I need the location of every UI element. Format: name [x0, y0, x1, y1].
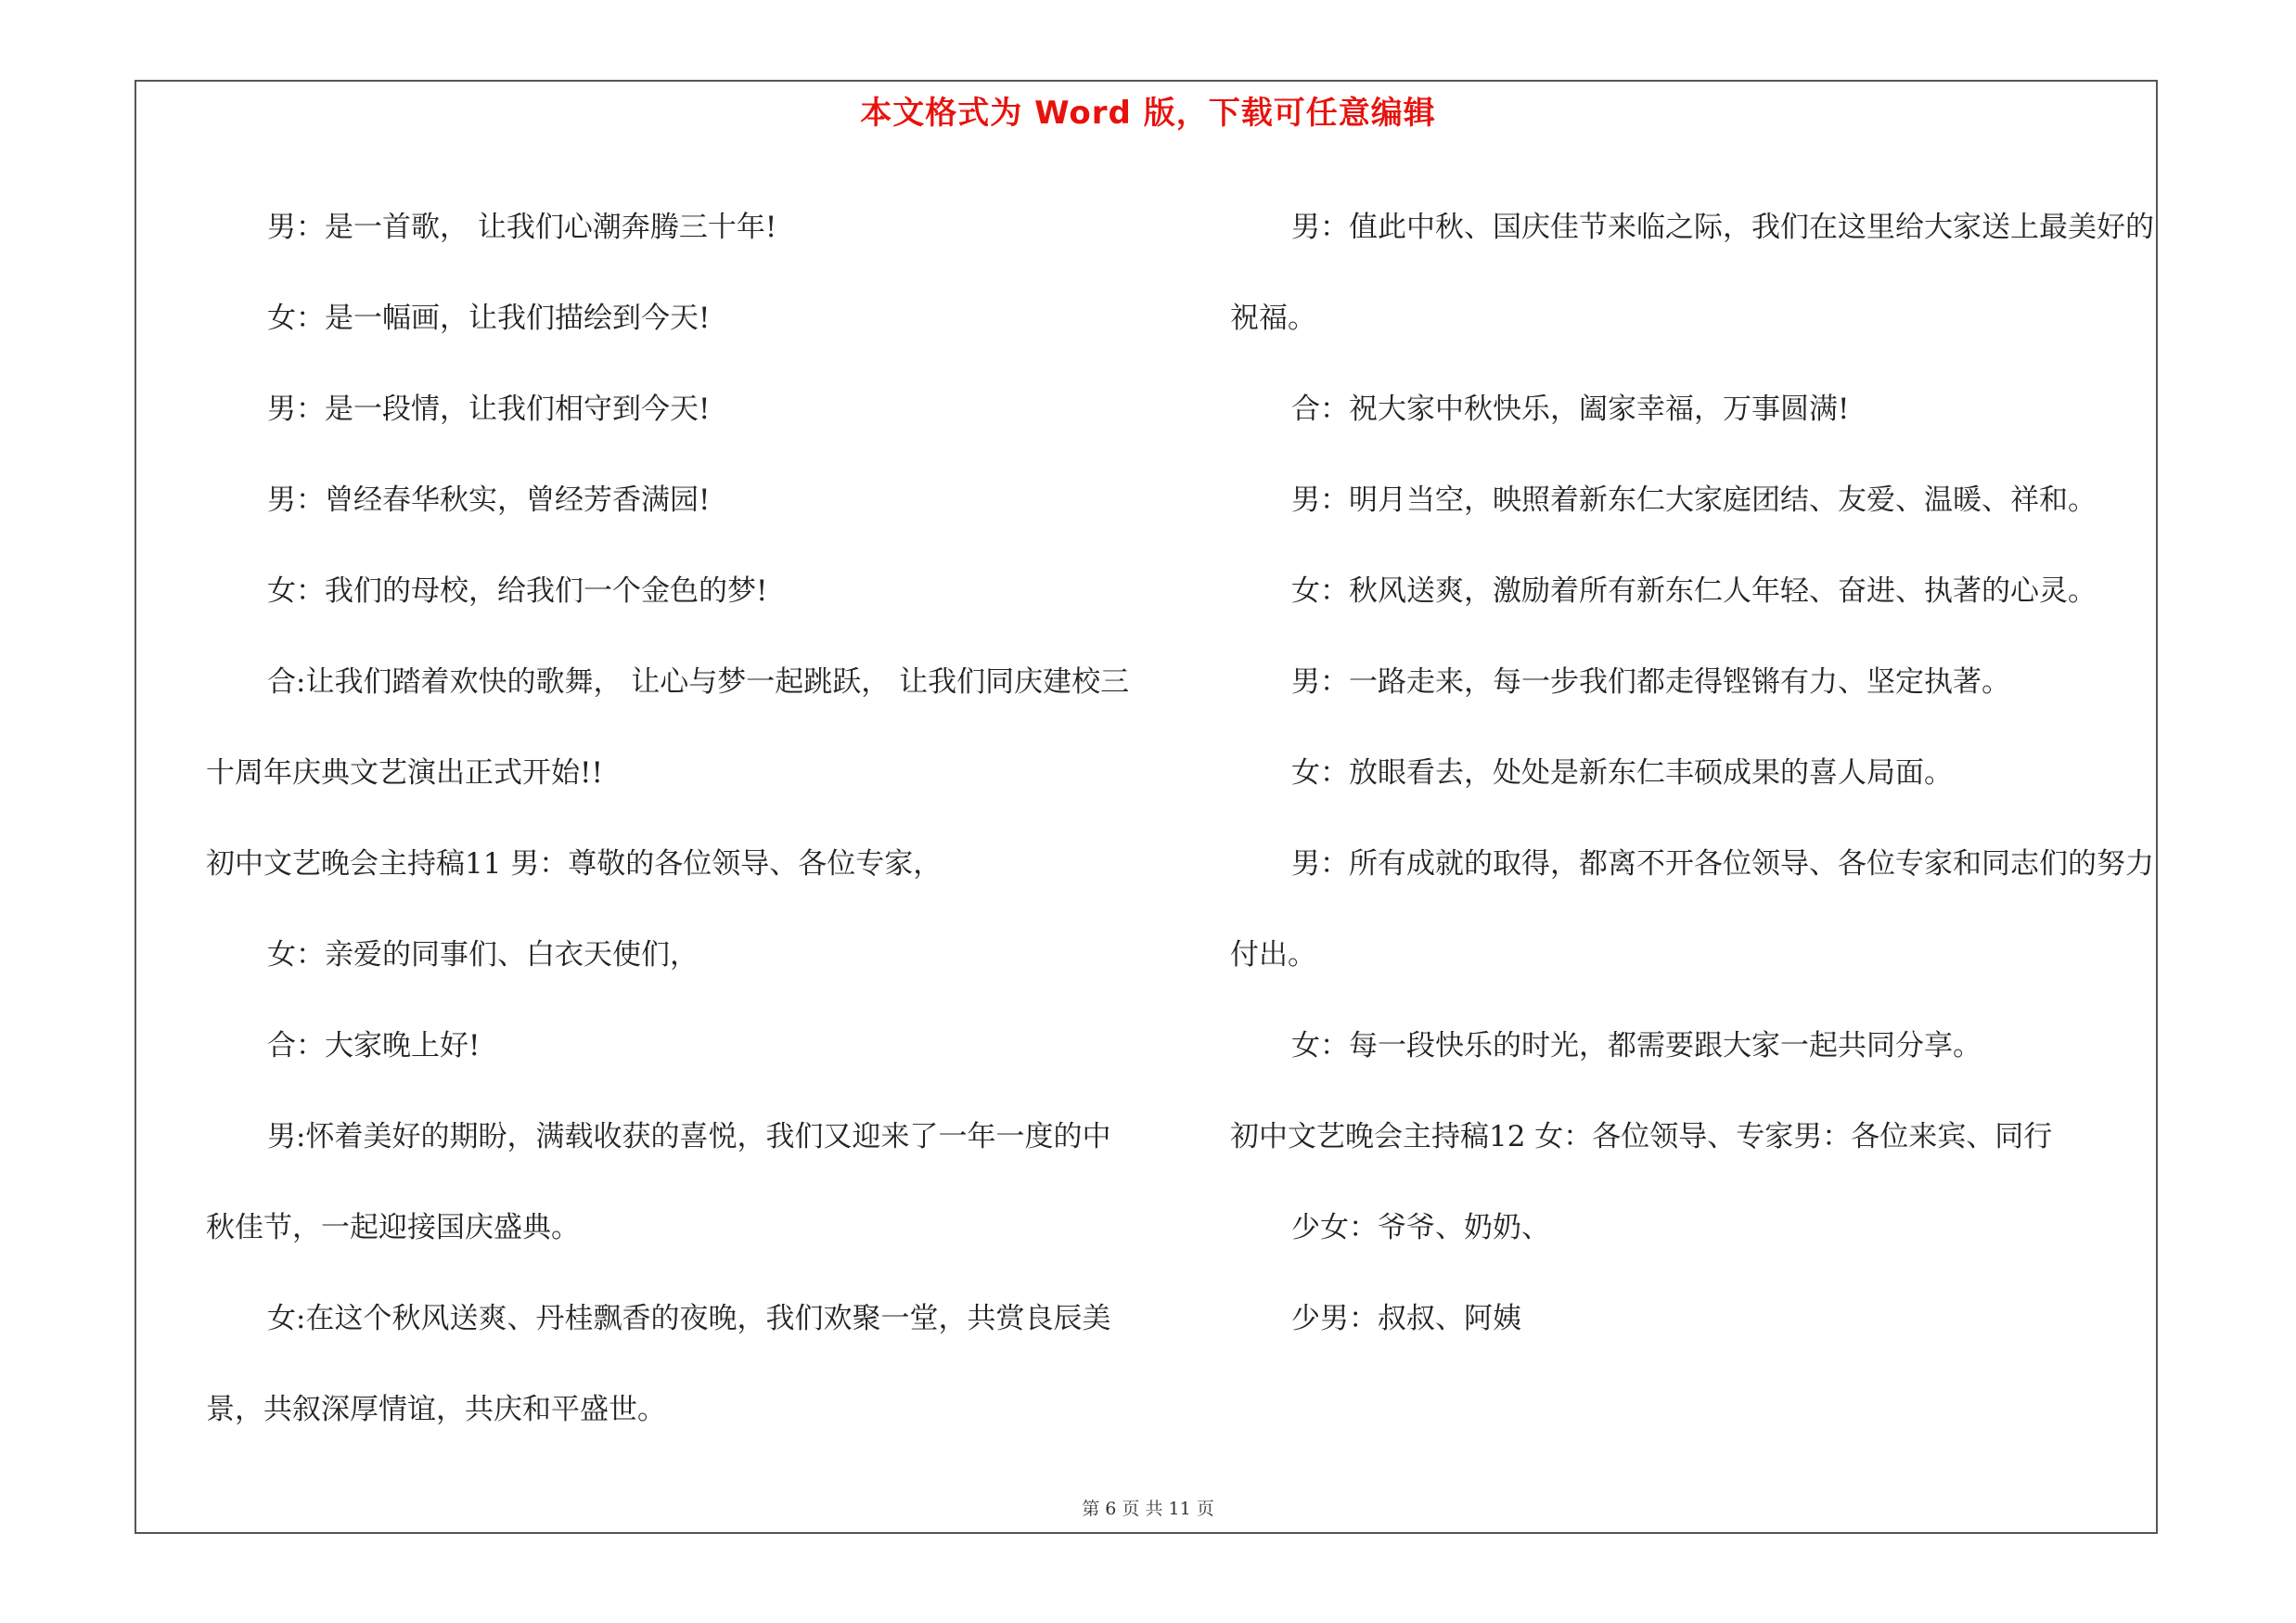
paragraph: 合：大家晚上好!: [267, 1029, 481, 1063]
paragraph: 男：明月当空，映照着新东仁大家庭团结、友爱、温暖、祥和。: [1291, 483, 2097, 517]
paragraph: 合：祝大家中秋快乐，阖家幸福，万事圆满!: [1291, 393, 1850, 426]
paragraph: 男：是一段情，让我们相守到今天!: [267, 393, 711, 426]
page-number: 第 6 页 共 11 页: [1082, 1499, 1214, 1519]
paragraph: 女：每一段快乐的时光，都需要跟大家一起共同分享。: [1291, 1029, 1982, 1063]
right-column: [1230, 182, 2172, 1364]
paragraph: 男：所有成就的取得，都离不开各位领导、各位专家和同志们的努力付出。: [1230, 847, 2154, 972]
paragraph: 合:让我们踏着欢快的歌舞， 让心与梦一起跳跃， 让我们同庆建校三十周年庆典文艺演出正式开始!!: [206, 665, 1130, 790]
paragraph: 女:在这个秋风送爽、丹桂飘香的夜晚，我们欢聚一堂，共赏良辰美景，共叙深厚情谊，共庆和平盛世。: [206, 1302, 1111, 1426]
left-column: [206, 182, 1134, 1455]
paragraph: 男：是一首歌， 让我们心潮奔腾三十年!: [267, 211, 777, 244]
paragraph: 男：一路走来，每一步我们都走得铿锵有力、坚定执著。: [1291, 665, 2010, 699]
paragraph: 男：曾经春华秋实，曾经芳香满园!: [267, 483, 711, 517]
format-banner: 本文格式为 Word 版，下载可任意编辑: [860, 95, 1436, 132]
paragraph: 女：秋风送爽，激励着所有新东仁人年轻、奋进、执著的心灵。: [1291, 574, 2097, 608]
paragraph: 女：亲爱的同事们、白衣天使们，: [267, 938, 699, 972]
paragraph: 女：我们的母校，给我们一个金色的梦!: [267, 574, 768, 608]
paragraph: 男：值此中秋、国庆佳节来临之际，我们在这里给大家送上最美好的祝福。: [1230, 211, 2154, 335]
paragraph: 少女：爷爷、奶奶、: [1291, 1211, 1550, 1244]
paragraph: 女：是一幅画，让我们描绘到今天!: [267, 302, 711, 335]
section-heading-paragraph: 初中文艺晚会主持稿11 男：尊敬的各位领导、各位专家，: [206, 847, 943, 881]
section-heading-paragraph: 初中文艺晚会主持稿12 女：各位领导、专家男：各位来宾、同行: [1230, 1120, 2053, 1153]
paragraph: 少男：叔叔、阿姨: [1291, 1302, 1521, 1335]
paragraph: 男:怀着美好的期盼，满载收获的喜悦，我们又迎来了一年一度的中秋佳节，一起迎接国庆盛典。: [206, 1120, 1111, 1244]
paragraph: 女：放眼看去，处处是新东仁丰硕成果的喜人局面。: [1291, 756, 1953, 790]
